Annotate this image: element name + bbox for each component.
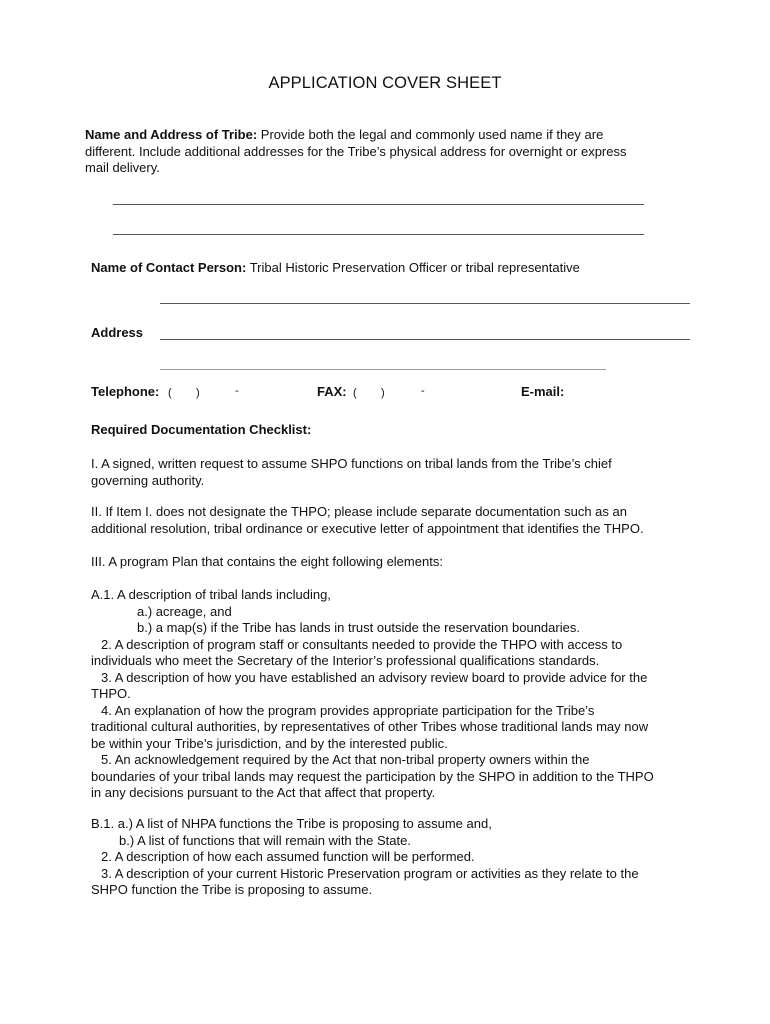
- section-a-line: A.1. A description of tribal lands including,: [91, 587, 331, 602]
- address-blank-line-1[interactable]: [160, 339, 690, 340]
- section-a-line: 2. A description of program staff or consultants needed to provide the THPO with access to: [101, 636, 623, 652]
- section-a-line: 5. An acknowledgement required by the Act that non-tribal property owners within the: [101, 752, 590, 767]
- telephone-label: Telephone:: [91, 384, 160, 399]
- tribe-text-line3: mail delivery.: [85, 160, 160, 175]
- section-b-line: 2. A description of how each assumed function will be performed.: [101, 849, 475, 864]
- email-label: E-mail:: [521, 384, 565, 399]
- section-a-line: a.) acreage, and: [137, 603, 232, 619]
- fax-label: FAX:: [317, 384, 347, 399]
- address-label: Address: [91, 325, 144, 340]
- section-a-line: traditional cultural authorities, by representatives of other Tribes whose traditional lands may now: [91, 719, 649, 734]
- page-title: APPLICATION COVER SHEET: [268, 74, 502, 92]
- checklist-item-iii: III. A program Plan that contains the eight following elements:: [91, 554, 443, 569]
- contact-person-label: Name of Contact Person:: [91, 260, 247, 275]
- fax-area-close: ): [381, 387, 385, 399]
- tribe-instructions: [85, 127, 627, 177]
- telephone-area-open: (: [168, 387, 172, 399]
- section-a-line: in any decisions pursuant to the Act that affect that property.: [91, 785, 436, 800]
- tribe-text-line1: Provide both the legal and commonly used name if they are: [257, 127, 604, 142]
- section-a: [91, 587, 654, 802]
- section-a-line: individuals who meet the Secretary of the Interior’s professional qualifications standards.: [91, 653, 600, 668]
- section-a-line: THPO.: [91, 686, 131, 701]
- tribe-text-line2: different. Include additional addresses for the Tribe’s physical address for overnight or express: [85, 143, 627, 159]
- section-b-line: SHPO function the Tribe is proposing to assume.: [91, 882, 373, 897]
- checklist-item-ii-line1: II. If Item I. does not designate the THPO; please include separate documentation such as an: [91, 504, 627, 519]
- telephone-dash: -: [235, 385, 239, 397]
- section-a-line: b.) a map(s) if the Tribe has lands in trust outside the reservation boundaries.: [137, 620, 580, 635]
- address-blank-line-2[interactable]: [160, 369, 606, 370]
- section-a-line: 4. An explanation of how the program provides appropriate participation for the Tribe’s: [101, 702, 595, 718]
- section-b: [91, 816, 639, 899]
- telephone-area-close: ): [196, 387, 200, 399]
- checklist-item-ii-line2: additional resolution, tribal ordinance or executive letter of appointment that identifies the THPO.: [91, 520, 644, 536]
- section-b-line: b.) A list of functions that will remain with the State.: [119, 832, 411, 848]
- checklist-item-i-line1: I. A signed, written request to assume SHPO functions on tribal lands from the Tribe’s chief: [91, 456, 612, 471]
- contact-person-blank-line[interactable]: [160, 303, 690, 304]
- section-b-line: 3. A description of your current Historic Preservation program or activities as they relate to the: [101, 865, 639, 881]
- fax-dash: -: [421, 385, 425, 397]
- section-a-line: 3. A description of how you have established an advisory review board to provide advice for the: [101, 669, 648, 685]
- section-a-line: boundaries of your tribal lands may request the participation by the SHPO in addition to the THPO: [91, 768, 654, 784]
- contact-person-row: [91, 260, 580, 277]
- section-b-line: B.1. a.) A list of NHPA functions the Tribe is proposing to assume and,: [91, 816, 492, 831]
- tribe-name-blank-line-1[interactable]: [113, 204, 644, 205]
- checklist-heading: Required Documentation Checklist:: [91, 422, 312, 437]
- checklist-item-i: [91, 456, 612, 489]
- checklist-item-ii: [91, 504, 644, 537]
- fax-area-open: (: [353, 387, 357, 399]
- tribe-label: Name and Address of Tribe:: [85, 127, 258, 142]
- checklist-item-i-line2: governing authority.: [91, 472, 205, 488]
- contact-person-text: Tribal Historic Preservation Officer or tribal representative: [246, 260, 580, 275]
- section-a-line: be within your Tribe’s jurisdiction, and by the interested public.: [91, 735, 448, 751]
- tribe-name-blank-line-2[interactable]: [113, 234, 644, 235]
